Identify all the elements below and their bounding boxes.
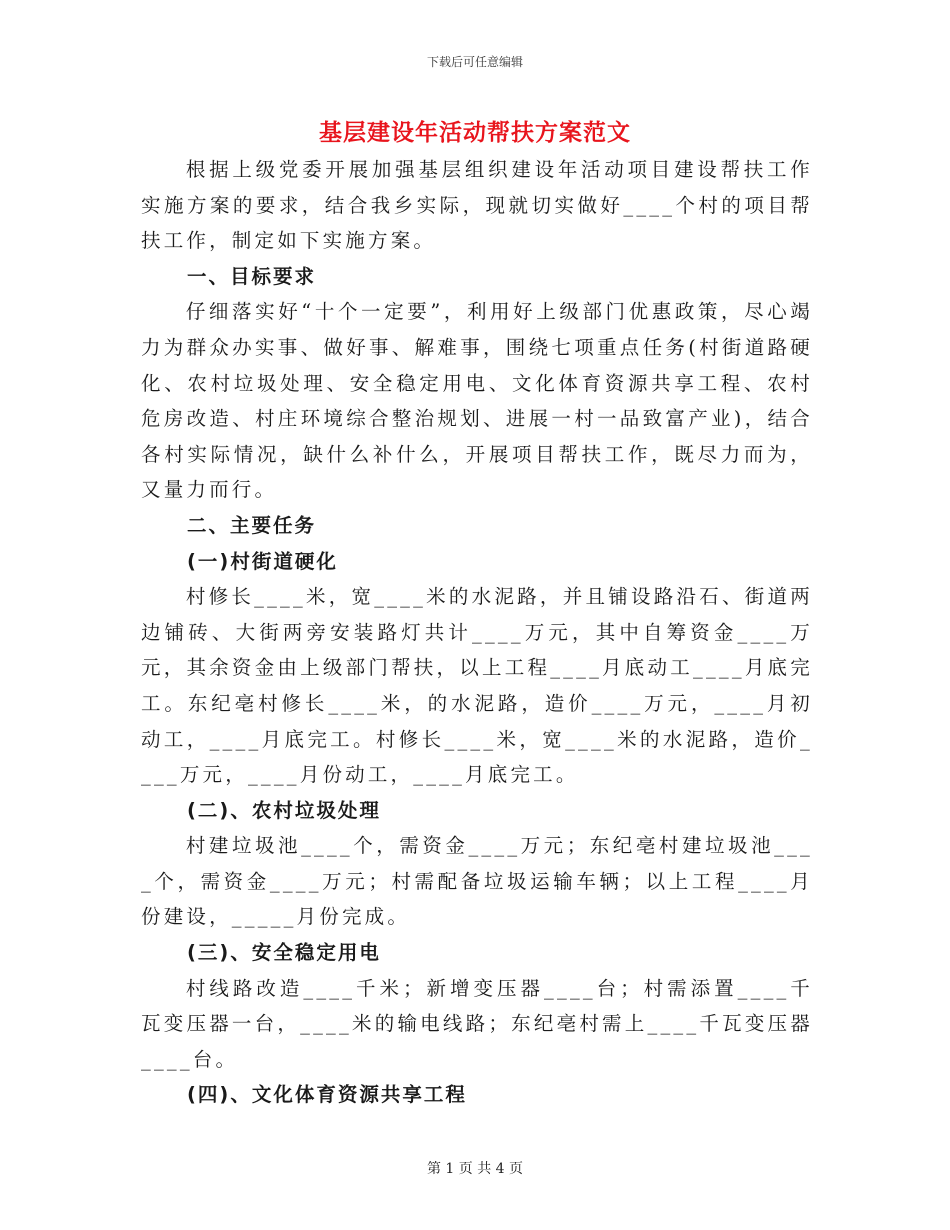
subsection-heading-culture: (四)、文化体育资源共享工程 [187, 1083, 467, 1107]
road-paragraph: 村修长____米，宽____米的水泥路，并且铺设路沿石、街道两边铺砖、大街两旁安装路灯共计____万元，其中自筹资金____万元，其余资金由上级部门帮扶，以上工程____月底动工____月底完工。东纪亳村修长____米，的水泥路，造价____万元，____月初动工，____月底完工。村修长____米，宽____米的水泥路，造价____万元，____月份动工，____月底完工。 [141, 585, 813, 787]
goals-paragraph: 仔细落实好“十个一定要”，利用好上级部门优惠政策，尽心竭力为群众办实事、做好事、解难事，围绕七项重点任务(村街道路硬化、农村垃圾处理、安全稳定用电、文化体育资源共享工程、农村危房改造、村庄环境综合整治规划、进展一村一品致富产业)，结合各村实际情况，缺什么补什么，开展项目帮扶工作，既尽力而为，又量力而行。 [141, 300, 813, 502]
subsection-heading-garbage: (二)、农村垃圾处理 [187, 798, 381, 822]
section-heading-goals: 一、目标要求 [187, 264, 317, 288]
subsection-heading-power: (三)、安全稳定用电 [187, 941, 381, 965]
section-heading-tasks: 二、主要任务 [187, 513, 317, 537]
page-footer: 第 1 页 共 4 页 [426, 1161, 524, 1177]
header-note: 下载后可任意编辑 [426, 55, 523, 69]
document-body [141, 152, 813, 1113]
subsection-heading-road: (一)村街道硬化 [187, 549, 338, 573]
power-paragraph: 村线路改造____千米；新增变压器____台；村需添置____千瓦变压器一台，____米的输电线路；东纪亳村需上____千瓦变压器____台。 [141, 976, 813, 1071]
intro-paragraph: 根据上级党委开展加强基层组织建设年活动项目建设帮扶工作实施方案的要求，结合我乡实际，现就切实做好____个村的项目帮扶工作，制定如下实施方案。 [141, 158, 813, 253]
document-title: 基层建设年活动帮扶方案范文 [319, 119, 631, 146]
garbage-paragraph: 村建垃圾池____个，需资金____万元；东纪亳村建垃圾池____个，需资金____万元；村需配备垃圾运输车辆；以上工程____月份建设，_____月份完成。 [141, 834, 813, 929]
